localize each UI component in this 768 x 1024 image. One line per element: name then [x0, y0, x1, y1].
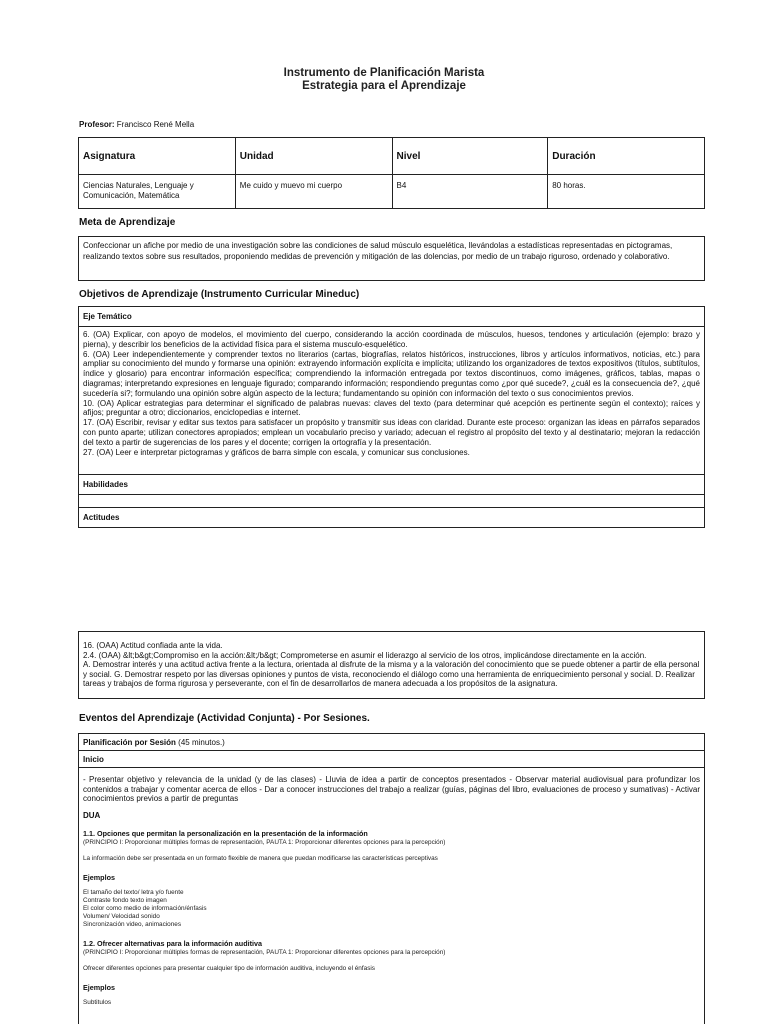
planificacion-label: Planificación por Sesión [83, 737, 176, 747]
ejemplos-list [83, 889, 700, 929]
dua-description: La información debe ser presentada en un formato flexible de manera que puedan modificarse las características perceptivas [83, 854, 438, 862]
asignatura-value-row [79, 175, 705, 209]
objetivo-item: 17. (OA) Escribir, revisar y editar sus textos para satisfacer un propósito y transmitir sus ideas con claridad. Durante este proceso: organizan las ideas en párrafos separados con punto aparte; utilizan conectores apropiados; emplean un vocabulario preciso y variado; adecuan el registro al propósito del texto y al destinatario; mejoran la redacción del texto a partir de sugerencias de los pares y el docente; corrigen la ortografía y la presentación. [83, 418, 700, 447]
value-asignatura: Ciencias Naturales, Lenguaje y Comunicación, Matemática [79, 175, 236, 209]
asignatura-header-row [79, 138, 705, 175]
actitud-line: 2.4. (OAA) &lt;b&gt;Compromiso en la acción:&lt;/b&gt; Comprometerse en asumir el liderazgo al servicio de los otros, implicándose directamente en la acción. [83, 650, 647, 660]
meta-text: Confeccionar un afiche por medio de una investigación sobre las condiciones de salud músculo esquelética, llevándolas a estadísticas representadas en pictogramas, realizando textos sobre sus resultados, proponiendo medidas de prevención y mitigación de las dolencias, por medio de un trabajo riguroso, ordenado y colaborativo. [83, 241, 673, 261]
habilidades-empty [79, 495, 705, 508]
ejemplos-label: Ejemplos [83, 872, 115, 882]
dua-label: DUA [83, 810, 101, 820]
ejemplo-item: El tamaño del texto/ letra y/o fuente [83, 889, 184, 896]
dua-principle: (PRINCIPIO I: Proporcionar múltiples formas de representación, PAUTA 1: Proporcionar diferentes opciones para la percepción) [83, 948, 446, 956]
asignatura-table [78, 137, 705, 209]
objetivo-item: 27. (OA) Leer e interpretar pictogramas y gráficos de barra simple con escala, y comunicar sus conclusiones. [83, 447, 470, 457]
ejemplo-item: El color como medio de información/énfasis [83, 905, 207, 912]
document-subtitle: Estrategia para el Aprendizaje [302, 80, 466, 92]
eje-tematico-label: Eje Temático [79, 307, 705, 327]
ejemplo-item: Subtitulos [83, 999, 112, 1006]
profesor-name: Francisco René Mella [116, 120, 195, 129]
document-title: Instrumento de Planificación Marista [283, 67, 485, 79]
inicio-content [79, 768, 705, 1024]
eventos-table [78, 733, 705, 1024]
eventos-title: Eventos del Aprendizaje (Actividad Conjunta) - Por Sesiones. [79, 713, 370, 724]
actitudes-box [78, 631, 705, 699]
profesor-line [79, 120, 194, 129]
inicio-text: - Presentar objetivo y relevancia de la unidad (y de las clases) - Lluvia de idea a partir de conceptos presentados - Observar material audiovisual para profundizar los contenidos a trabajar y comentar acerca de ellos - Dar a conocer instrucciones del trabajo a realizar (guías, páginas del libro, evaluaciones de proceso y sumativas) - Activar conocimientos previos a partir de preguntas [83, 775, 700, 803]
actitud-line: 16. (OAA) Actitud confiada ante la vida. [83, 641, 223, 650]
objetivo-item: 6. (OA) Leer independientemente y comprender textos no literarios (cartas, biografías, relatos históricos, instrucciones, libros y artículos informativos, noticias, etc.) para ampliar su conocimiento del mundo y formarse una opinión: extrayendo información explícita e implícita; utilizando los organizadores de textos expositivos (títulos, subtítulos, índice y glosario) para encontrar información específica; comprendiendo la información entregada por textos discontinuos, como imágenes, gráficos, tablas, mapas o diagramas; interpretando expresiones en lenguaje figurado; comparando información; respondiendo preguntas como ¿por qué sucede?, ¿cuál es la consecuencia de?, ¿qué sucedería si?; formulando una opinión sobre algún aspecto de la lectura; fundamentando su opinión con información del texto o sus conocimientos previos. [83, 349, 700, 398]
actitudes-label: Actitudes [79, 508, 705, 528]
header-unidad: Unidad [235, 138, 392, 175]
header-duracion: Duración [548, 138, 705, 175]
dua-section-title: 1.2. Ofrecer alternativas para la información auditiva [83, 939, 262, 948]
header-nivel: Nivel [392, 138, 548, 175]
dua-description: Ofrecer diferentes opciones para presentar cualquier tipo de información auditiva, incluyendo el énfasis [83, 964, 376, 972]
meta-title: Meta de Aprendizaje [79, 217, 176, 228]
inicio-label: Inicio [79, 751, 705, 768]
objetivos-title: Objetivos de Aprendizaje (Instrumento Curricular Mineduc) [79, 289, 360, 300]
planificacion-duration: (45 minutos.) [178, 737, 225, 747]
ejemplos-list [83, 999, 700, 1007]
habilidades-label: Habilidades [79, 475, 705, 495]
meta-box [78, 236, 705, 281]
value-unidad: Me cuido y muevo mi cuerpo [235, 175, 392, 209]
profesor-label: Profesor: [79, 120, 115, 129]
planificacion-row [79, 734, 705, 751]
objetivos-table [78, 306, 705, 528]
objetivo-item: 10. (OA) Aplicar estrategias para determinar el significado de palabras nuevas: claves del texto (para determinar qué acepción es pertinente según el contexto); raíces y afijos; preguntar a otro; diccionarios, enciclopedias e internet. [83, 398, 700, 418]
dua-principle: (PRINCIPIO I: Proporcionar múltiples formas de representación, PAUTA 1: Proporcionar diferentes opciones para la percepción) [83, 838, 446, 846]
value-duracion: 80 horas. [548, 175, 705, 209]
header-asignatura: Asignatura [79, 138, 236, 175]
objetivos-list [79, 327, 705, 475]
actitud-line: A. Demostrar interés y una actitud activa frente a la lectura, orientada al disfrute de la misma y a la valoración del conocimiento que se puede obtener a partir de ella personal y social. G. Demostrar respeto por las diversas opiniones y puntos de vista, reconociendo el diálogo como una herramienta de enriquecimiento personal y social. D. Realizar tareas y trabajos de forma rigurosa y perseverante, con el fin de desarrollarlos de manera adecuada a los propósitos de la asignatura. [83, 660, 700, 689]
ejemplo-item: Contraste fondo texto imagen [83, 897, 167, 904]
value-nivel: B4 [392, 175, 548, 209]
ejemplo-item: Sincronización video, animaciones [83, 921, 182, 928]
dua-section-title: 1.1. Opciones que permitan la personalización en la presentación de la información [83, 829, 368, 838]
ejemplos-label: Ejemplos [83, 982, 115, 992]
ejemplo-item: Volumen/ Velocidad sonido [83, 913, 160, 920]
objetivo-item: 6. (OA) Explicar, con apoyo de modelos, el movimiento del cuerpo, considerando la acción coordinada de músculos, huesos, tendones y articulación (ejemplo: brazo y pierna), y describir los beneficios de la actividad física para el sistema musculo-esquelético. [83, 330, 700, 349]
